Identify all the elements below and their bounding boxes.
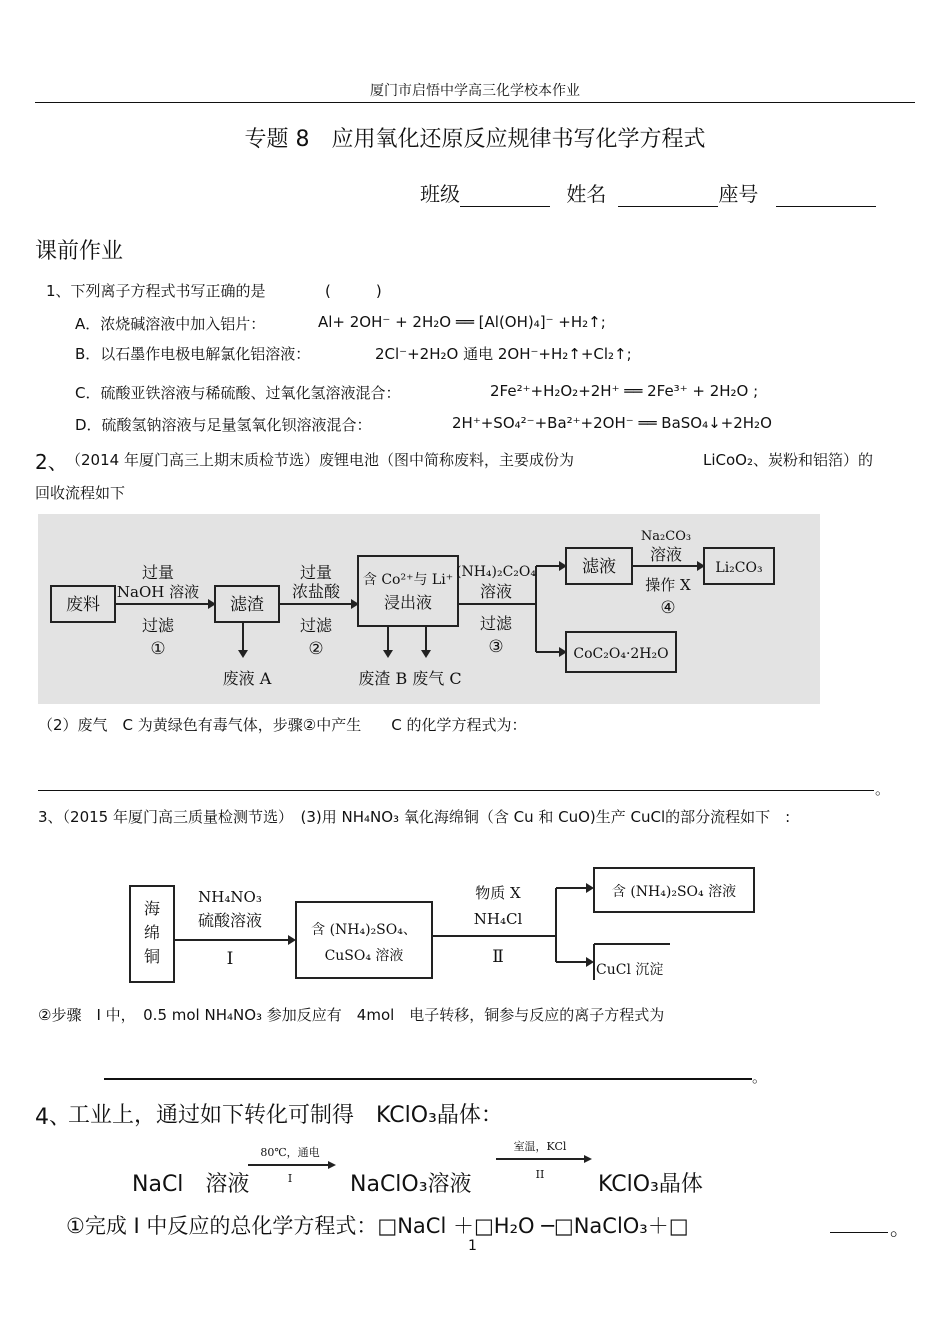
flow-coc2o4: CoC₂O₄·2H₂O bbox=[573, 646, 669, 662]
q3-stem: 3、（2015 年厦门高三质量检测节选） (3)用 NH₄NO₃ 氧化海绵铜（含 Cu 和 CuO)生产 CuCl的部分流程如下 : bbox=[38, 808, 791, 826]
header-rule bbox=[35, 102, 915, 103]
q2-formula: LiCoO₂、炭粉和铝箔）的 bbox=[703, 451, 873, 469]
q3-answer-line[interactable] bbox=[104, 1078, 752, 1080]
seat-blank[interactable] bbox=[776, 188, 876, 207]
q1-option-d-eq: 2H⁺+SO₄²⁻+Ba²⁺+2OH⁻ ══ BaSO₄↓+2H₂O bbox=[452, 414, 772, 432]
flow-r2-bot: 过滤 bbox=[299, 616, 333, 635]
q1-paren: ( ) bbox=[325, 282, 382, 300]
q2-end: 。 bbox=[875, 780, 891, 798]
flow-waste: 废料 bbox=[66, 595, 100, 615]
flow-waste-bc: 废渣 B 废气 C bbox=[358, 669, 462, 688]
q3-mid-2: CuSO₄ 溶液 bbox=[324, 948, 404, 964]
flow-r3-top: (NH₄)₂C₂O₄ bbox=[455, 564, 537, 580]
name-blank[interactable] bbox=[618, 188, 718, 207]
section-title: 课前作业 bbox=[35, 239, 124, 264]
class-label: 班级 bbox=[420, 182, 460, 206]
q3-out1: 含 (NH₄)₂SO₄ 溶液 bbox=[611, 884, 737, 900]
class-blank[interactable] bbox=[460, 188, 550, 207]
page-title: 专题 8 应用氧化还原反应规律书写化学方程式 bbox=[244, 127, 706, 152]
q4-arrow2-top: 室温，KCl bbox=[513, 1140, 567, 1153]
q4-arrow1-top: 80℃，通电 bbox=[260, 1146, 320, 1159]
flow-r3-num: ③ bbox=[488, 637, 504, 657]
q4-task: ①完成 I 中反应的总化学方程式：□NaCl ＋□H₂O ─□NaClO₃＋□ bbox=[66, 1214, 689, 1238]
q2-number: 2、 bbox=[35, 450, 68, 474]
q2-stem2: 回收流程如下 bbox=[35, 484, 126, 502]
q1-stem: 1、下列离子方程式书写正确的是 bbox=[46, 282, 266, 300]
q3-flow-diagram bbox=[128, 862, 768, 992]
q1-option-c-eq: 2Fe²⁺+H₂O₂+2H⁺ ══ 2Fe³⁺ + 2H₂O ; bbox=[490, 382, 759, 400]
q4-end: 。 bbox=[890, 1216, 910, 1240]
flow-r2-top: 过量 bbox=[299, 563, 333, 582]
q3-step: ②步骤 I 中， 0.5 mol NH₄NO₃ 参加反应有 4mol 电子转移，铜参与反应的离子方程式为 bbox=[38, 1006, 665, 1024]
flow-r1-mid: NaOH 溶液 bbox=[116, 583, 200, 601]
student-info bbox=[420, 178, 876, 207]
flow-r1-num: ① bbox=[150, 639, 166, 659]
q3-r1-num: Ⅰ bbox=[226, 949, 234, 969]
q4-arrow2-bot: II bbox=[535, 1168, 545, 1181]
q1-option-a: A．浓烧碱溶液中加入铝片： bbox=[75, 315, 266, 333]
q3-mid-1: 含 (NH₄)₂SO₄、 bbox=[311, 922, 417, 938]
seat-label: 座号 bbox=[718, 182, 759, 206]
flow-leach-2: 浸出液 bbox=[383, 593, 433, 612]
q2-subquestion: （2）废气 C 为黄绿色有毒气体，步骤②中产生 C 的化学方程式为： bbox=[38, 716, 527, 734]
flow-r4-num: ④ bbox=[660, 598, 676, 618]
flow-leach-1: 含 Co²⁺与 Li⁺ bbox=[362, 572, 454, 588]
q1-option-c: C．硫酸亚铁溶液与稀硫酸、过氧化氢溶液混合： bbox=[75, 384, 401, 402]
page-number: 1 bbox=[468, 1238, 477, 1254]
flow-r1-top: 过量 bbox=[141, 563, 175, 582]
q2-flow-diagram bbox=[38, 514, 820, 704]
flow-r4-top: Na₂CO₃ bbox=[640, 529, 692, 544]
q4-arrow-2 bbox=[494, 1134, 594, 1184]
q4-stem: 工业上，通过如下转化可制得 KClO₃晶体： bbox=[68, 1103, 503, 1128]
flow-r2-num: ② bbox=[308, 639, 324, 659]
q3-r2-top: 物质 X bbox=[475, 884, 521, 902]
q1-option-a-eq: Al+ 2OH⁻ + 2H₂O ══ [Al(OH)₄]⁻ +H₂↑; bbox=[318, 313, 606, 331]
q4-number: 4、 bbox=[35, 1105, 71, 1130]
flow-r3-mid: 溶液 bbox=[479, 582, 513, 601]
q4-arrow-1 bbox=[246, 1140, 338, 1190]
school-header: 厦门市启悟中学高三化学校本作业 bbox=[370, 83, 580, 99]
q4-arrow1-bot: I bbox=[287, 1172, 293, 1185]
q3-sponge-2: 绵 bbox=[143, 923, 161, 942]
flow-li2co3: Li₂CO₃ bbox=[715, 560, 763, 576]
flow-residue: 滤渣 bbox=[230, 595, 264, 615]
q3-out2: CuCl 沉淀 bbox=[596, 962, 664, 978]
q3-r2-num: Ⅱ bbox=[492, 947, 504, 967]
q1-option-d: D．硫酸氢钠溶液与足量氢氧化钡溶液混合： bbox=[75, 416, 372, 434]
flow-waste-a: 废液 A bbox=[222, 669, 272, 688]
flow-r1-bot: 过滤 bbox=[141, 616, 175, 635]
q4-answer-line[interactable] bbox=[830, 1232, 888, 1233]
flow-r4-mid: 溶液 bbox=[649, 545, 683, 564]
name-label: 姓名 bbox=[566, 182, 607, 206]
q3-end: 。 bbox=[752, 1068, 768, 1086]
q3-sponge-1: 海 bbox=[143, 899, 161, 918]
q1-option-b: B．以石墨作电极电解氯化铝溶液： bbox=[75, 345, 311, 363]
flow-r2-mid: 浓盐酸 bbox=[291, 582, 341, 601]
q1-option-b-eq: 2Cl⁻+2H₂O 通电 2OH⁻+H₂↑+Cl₂↑; bbox=[375, 345, 632, 363]
flow-r4-bot: 操作 X bbox=[645, 576, 691, 594]
q4-naclo3: NaClO₃溶液 bbox=[350, 1172, 472, 1197]
q3-r2-mid: NH₄Cl bbox=[473, 910, 523, 928]
q3-r1-top: NH₄NO₃ bbox=[198, 888, 262, 906]
q2-answer-line[interactable] bbox=[38, 790, 874, 791]
q3-sponge-3: 铜 bbox=[143, 947, 161, 966]
q3-r1-mid: 硫酸溶液 bbox=[197, 911, 263, 930]
flow-filtrate: 滤液 bbox=[582, 557, 616, 577]
q2-stem: （2014 年厦门高三上期末质检节选）废锂电池（图中简称废料，主要成份为 bbox=[66, 451, 574, 469]
flow-r3-bot: 过滤 bbox=[479, 614, 513, 633]
q4-kclo3: KClO₃晶体 bbox=[598, 1172, 703, 1197]
mid-box bbox=[296, 902, 432, 978]
q4-nacl: NaCl 溶液 bbox=[132, 1172, 250, 1197]
